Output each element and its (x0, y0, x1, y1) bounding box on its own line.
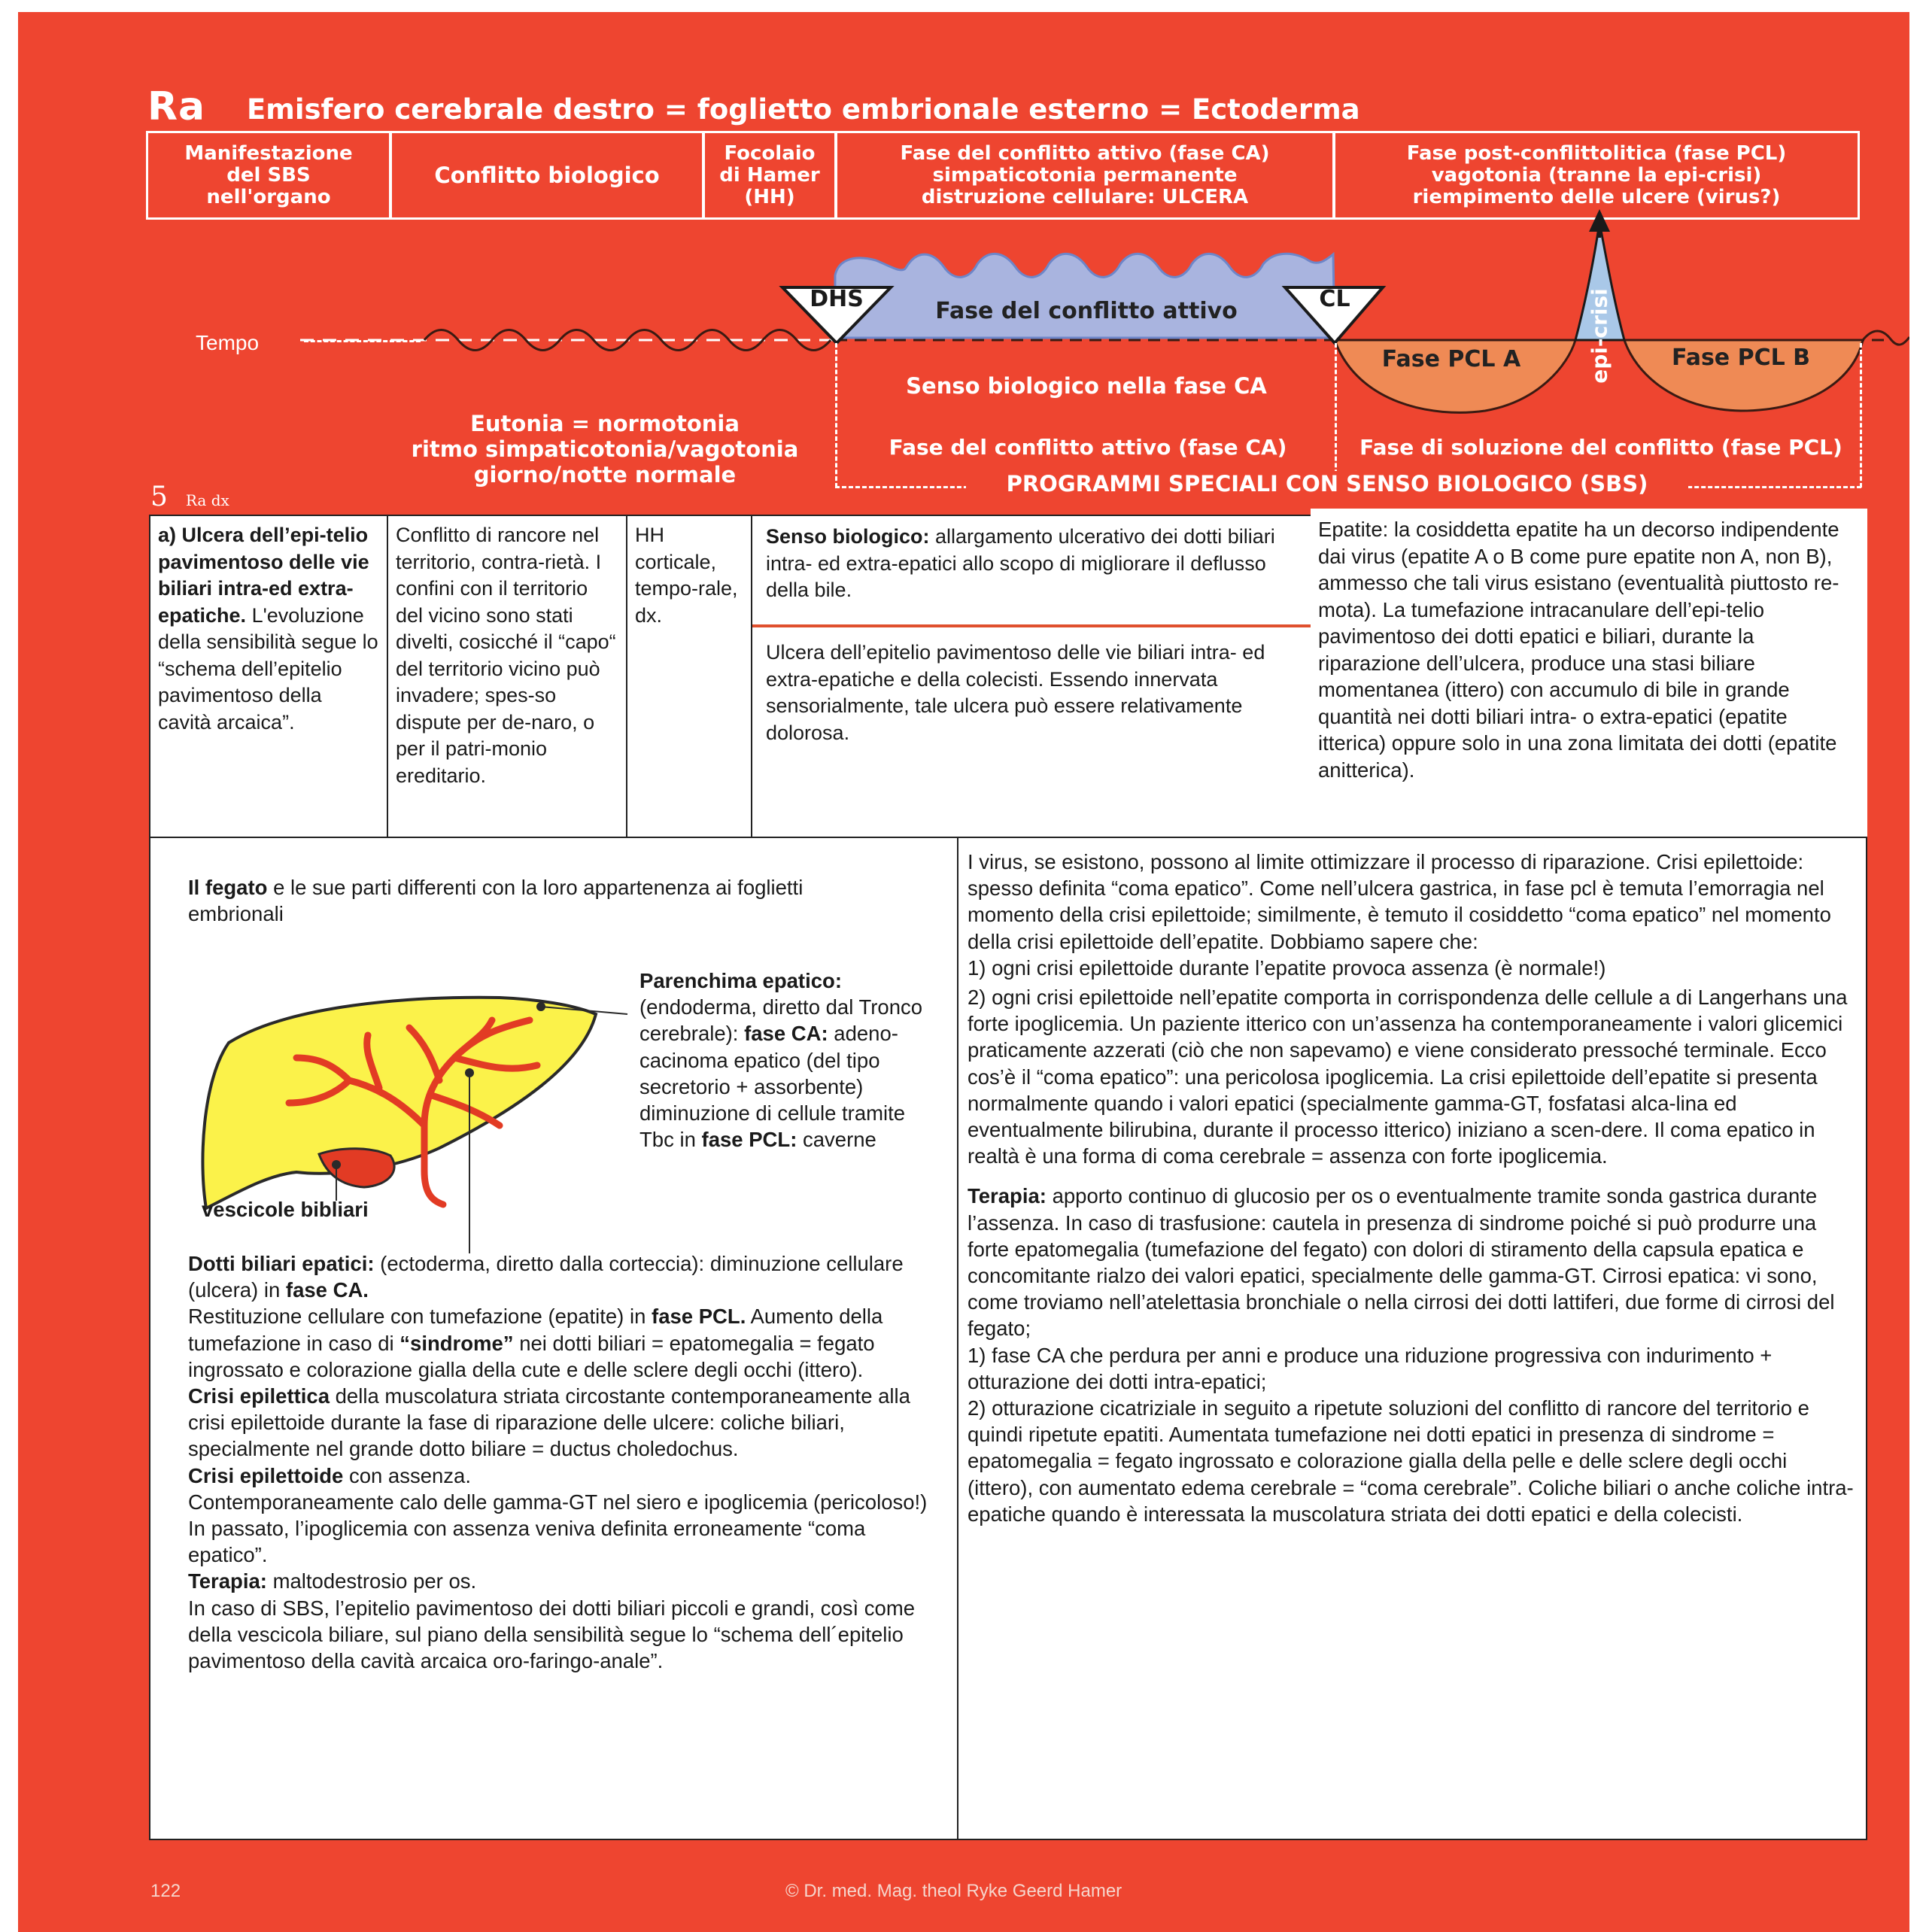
cl-label: CL (1319, 286, 1350, 312)
epi-crisis-arrow (1589, 209, 1610, 232)
header-col-pcl-phase: Fase post-conflittolitica (fase PCL) vagotonia (tranne la epi-crisi) riempimento delle ulcere (virus?) (1333, 131, 1860, 220)
left-body-text: Dotti biliari epatici: (ectoderma, diretto dalla corteccia): diminuzione cellulare (ulcera) in fase CA. Restituzione cellulare con tumefazione (epatite) in fase PCL. Aumento della tumefazione in caso di “sindrome” nei dotti biliari = epatomegalia = fegato ingrossato e colorazione gialla della cute e delle sclere degli occhi (ittero). Crisi epilettica della muscolatura striata circostante contemporaneamente alla crisi epilettoide durante la fase di riparazione delle ulcere: coliche biliari, specialmente nel grande dotto biliare = ductus choledochus. Crisi epilettoide con assenza. Contemporaneamente calo delle gamma-GT nel siero e ipoglicemia (pericoloso!) In passato, l’ipoglicemia con assenza veniva definita erroneamente “coma epatico”. Terapia: maltodestrosio per os. In caso di SBS, l’epitelio pavimentoso dei dotti biliari piccoli e grandi, così come della vescicola biliare, sul piano della sensibilità segue lo “schema dell´epitelio pavimentoso della cavità arcaica oro-faringo-anale”. (188, 1252, 928, 1673)
page (18, 12, 1909, 1932)
header-col-focus: Focolaio di Hamer (HH) (703, 131, 837, 220)
header-col-conflict: Conflitto biologico (390, 131, 704, 220)
header-col-manifestation: Manifestazione del SBS nell'organo (146, 131, 391, 220)
divider-dhs (835, 343, 837, 488)
cell-pcl-phase: Epatite: la cosiddetta epatite ha un decorso indipendente dai virus (epatite A o B come pure epatite non A, non B), ammesso che tali virus esistano (eventualità piuttosto re-mota). La tumefazione intracanulare dell’epi-telio pavimentoso dei dotti epatici e biliari, durante la riparazione dell’ulcera, produce una stasi biliare momentanea (ittero) con accumulo di bile in grande quantità nei dotti biliari intra- o extra-epatici (epatite itterica) oppure solo in una zona limitata dei dotti (epatite anitterica). (1311, 509, 1867, 840)
phase-ca-label: Fase del conflitto attivo (fase CA) (889, 435, 1287, 460)
pcl-a-label: Fase PCL A (1381, 346, 1521, 372)
tempo-dash (304, 340, 421, 342)
cell-conflict: Conflitto di rancore nel territorio, contra-rietà. I confini con il territorio del vicino sono stati divelti, cosicché il “capo“ del territorio vicino può invadere; spes-so dispute per de-naro, o per il patri-monio ereditario. (387, 515, 627, 838)
senso-biologico: Senso biologico: allargamento ulcerativo dei dotti biliari intra- ed extra-epatici allo scopo di migliorare il deflusso della bile. (766, 525, 1275, 601)
ulcer-description: Ulcera dell’epitelio pavimentoso delle vie biliari intra- ed extra-epatiche e della colecisti. Essendo innervata sensorialmente, tale ulcera può essere relativamente dolorosa. (752, 624, 1311, 758)
section-number: 5 Ra dx (150, 481, 229, 512)
active-phase-area (835, 254, 1335, 338)
liver-caption: Il fegato e le sue parti differenti con la loro appartenenza ai foglietti embrionali (188, 876, 804, 926)
tempo-label: Tempo (196, 331, 260, 354)
phase-pcl-label: Fase di soluzione del conflitto (fase PCL) (1359, 435, 1842, 460)
copyright: © Dr. med. Mag. theol Ryke Geerd Hamer (785, 1881, 1122, 1901)
section-code-ra: Ra (147, 84, 206, 129)
epi-crisis-label: epi-crisi (1587, 288, 1612, 384)
cell-focus: HH corticale, tempo-rale, dx. (626, 515, 752, 838)
pcl-b-label: Fase PCL B (1671, 345, 1811, 371)
sbs-label: PROGRAMMI SPECIALI CON SENSO BIOLOGICO (SBS) (966, 471, 1688, 497)
eutonia-label: Eutonia = normotonia ritmo simpaticotonia/vagotonia giorno/notte normale (411, 411, 799, 488)
page-number: 122 (150, 1881, 181, 1901)
cell-ca-phase (751, 515, 1312, 838)
parenchyma-text: Parenchima epatico: (endoderma, diretto dal Tronco cerebrale): fase CA: adeno-cacinoma epatico (del tipo secretorio + assorbente) diminuzione di cellule tramite Tbc in fase PCL: caverne (639, 969, 923, 1152)
gallbladder-label: vescicole bibliari (202, 1198, 369, 1221)
divider-cl (1335, 343, 1337, 488)
right-body-text: I virus, se esistono, possono al limite ottimizzare il processo di riparazione. Crisi epilettoide: spesso definita “coma epatico”. Come nell’ulcera gastrica, in fase pcl è temuta l’emorragia nel momento della crisi epilettoide; similmente, è temuto il cosiddetto “coma epatico” nel momento della crisi epilettoide dell’epatite. Dobbiamo sapere che: 1) ogni crisi epilettoide durante l’epatite provoca assenza (è normale!) 2) ogni crisi epilettoide nell’epatite comporta in corrispondenza delle cellule a di Langerhans una forte ipoglicemia. Un paziente itterico con un’assenza ha contemporaneamente i valori glicemici praticamente azzerati (ciò che non sapevamo) e viene considerato pressoché terminale. Ecco cos’è il “coma epatico”: una pericolosa ipoglicemia. La crisi epilettoide dell’epatite si presenta normalmente quando i valori epatici (specialmente gamma-GT, fosfatasi alca-lina ed eventualmente bilirubina, durante il processo itterico) iniziano a scen-dere. Il coma epatico in realtà è una forma di coma cerebrale = assenza con forte ipoglicemia. Terapia: apporto continuo di glucosio per os o eventualmente tramite sonda gastrica durante l’assenza. In caso di trasfusione: cautela in presenza di sindrome poiché si può produrre una forte epatomegalia (tumefazione del fegato) con dolori di stiramento della capsula epatica e concomitante rialzo dei valori epatici, specialmente delle gamma-GT. Cirrosi epatica: vi sono, come troviamo nell’atelettasia bronchiale o nella cirrosi dei dotti lattiferi, due forme di cirrosi del fegato; 1) fase CA che perdura per anni e produce una riduzione progressiva con indurimento + otturazione dei dotti intra-epatici; 2) otturazione cicatriziale in seguito a ripetute soluzioni del conflitto di rancore del territorio e quindi ripetute epatiti. Aumentata tumefazione nei dotti epatici in presenza di sindrome = epatomegalia = fegato ingrossato e colorazione gialla della pelle e delle sclere degli occhi (ittero), con aumentato edema cerebrale = “coma cerebrale”. Coliche biliari o anche coliche intra-epatiche quando è interessata la muscolatura striata dei dotti epatici e della colecisti. (968, 850, 1854, 1526)
header-col-ca-phase: Fase del conflitto attivo (fase CA) simpaticotonia permanente distruzione cellulare: ULCERA (835, 131, 1335, 220)
cell-organ: a) Ulcera dell’epi-telio pavimentoso delle vie biliari intra-ed extra-epatiche. L'evoluzione della sensibilità segue lo “schema dell’epitelio pavimentoso della cavità arcaica”. (149, 515, 388, 838)
active-phase-label: Fase del conflitto attivo (935, 298, 1238, 324)
senso-ca-label: Senso biologico nella fase CA (906, 373, 1267, 399)
dhs-label: DHS (810, 286, 864, 312)
page-title: Emisfero cerebrale destro = foglietto embrionale esterno = Ectoderma (247, 93, 1360, 126)
phase-diagram (18, 12, 1909, 494)
gallbladder (319, 1149, 394, 1187)
divider-end (1860, 343, 1862, 488)
